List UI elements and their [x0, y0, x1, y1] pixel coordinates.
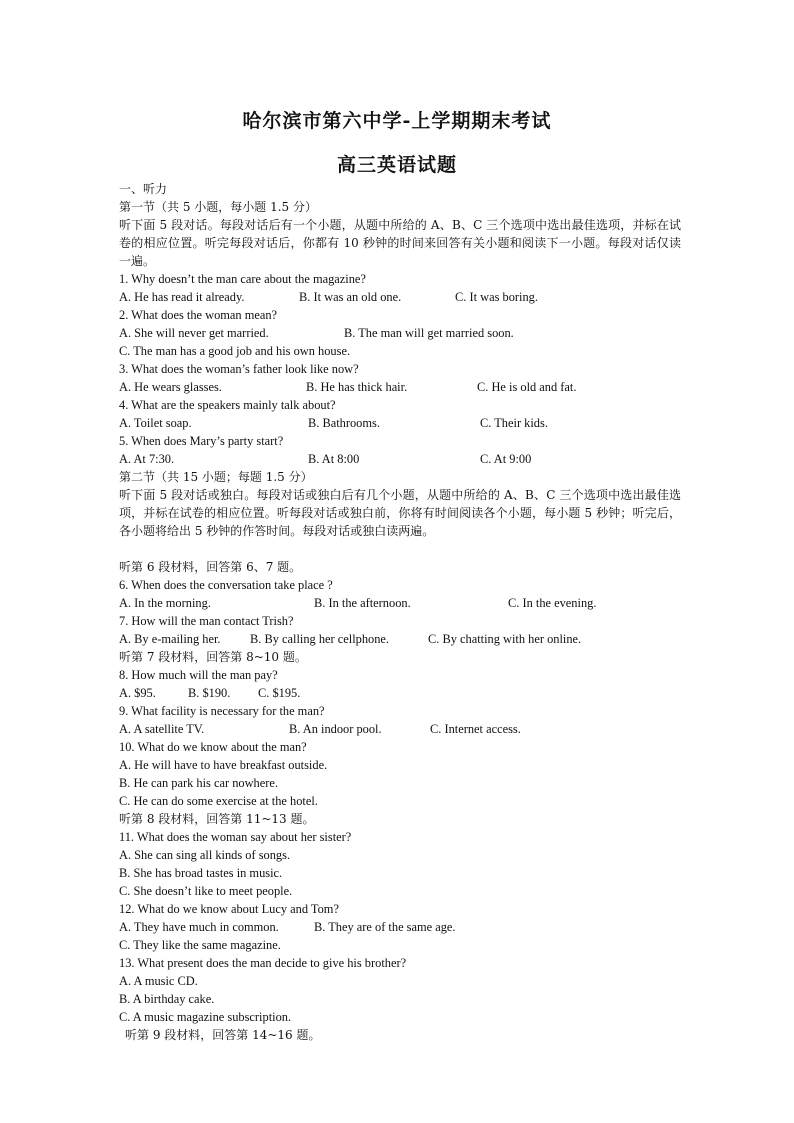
- option-b: B. She has broad tastes in music.: [119, 866, 283, 880]
- option-b: B. They are of the same age.: [314, 920, 456, 934]
- option-c: C. At 9:00: [480, 452, 532, 466]
- question-stem: 3. What does the woman’s father look like now?: [119, 362, 359, 376]
- question-options: [119, 324, 681, 342]
- question-stem: 4. What are the speakers mainly talk about?: [119, 398, 336, 412]
- option-b: B. It was an old one.: [299, 290, 402, 304]
- question-options: [119, 594, 681, 612]
- material-heading: 听第 8 段材料，回答第 11~13 题。: [119, 812, 315, 826]
- question-stem: 12. What do we know about Lucy and Tom?: [119, 902, 339, 916]
- option-b: B. An indoor pool.: [289, 722, 382, 736]
- option-c: C. In the evening.: [508, 596, 597, 610]
- question-stem: 10. What do we know about the man?: [119, 740, 307, 754]
- question-stem: 1. Why doesn’t the man care about the magazine?: [119, 272, 366, 286]
- option-a: A. He will have to have breakfast outside.: [119, 758, 328, 772]
- question-stem: 8. How much will the man pay?: [119, 668, 278, 682]
- option-a: A. A satellite TV.: [119, 722, 205, 736]
- option-a: A. They have much in common.: [119, 920, 279, 934]
- option-a: A. She will never get married.: [119, 326, 269, 340]
- option-a: A. By e-mailing her.: [119, 632, 221, 646]
- option-a: A. In the morning.: [119, 596, 211, 610]
- option-b: B. The man will get married soon.: [344, 326, 514, 340]
- question-options: [119, 450, 681, 468]
- question-options: [119, 378, 681, 396]
- option-b: B. $190.: [188, 686, 231, 700]
- option-a: A. Toilet soap.: [119, 416, 192, 430]
- option-b: B. He has thick hair.: [306, 380, 408, 394]
- section-heading: 第一节（共 5 小题，每小题 1.5 分）: [119, 200, 317, 214]
- option-b: B. A birthday cake.: [119, 992, 215, 1006]
- option-b: B. At 8:00: [308, 452, 360, 466]
- option-a: A. He has read it already.: [119, 290, 245, 304]
- option-c: C. They like the same magazine.: [119, 938, 281, 952]
- option-a: A. He wears glasses.: [119, 380, 222, 394]
- question-stem: 11. What does the woman say about her sister?: [119, 830, 352, 844]
- question-options: [119, 720, 681, 738]
- exam-content: [119, 180, 681, 1044]
- option-b: B. He can park his car nowhere.: [119, 776, 278, 790]
- page-title: 哈尔滨市第六中学-上学期期末考试: [242, 110, 552, 132]
- question-options: [119, 918, 681, 936]
- question-stem: 5. When does Mary’s party start?: [119, 434, 284, 448]
- question-stem: 13. What present does the man decide to give his brother?: [119, 956, 407, 970]
- section-instructions: 听下面 5 段对话。每段对话后有一个小题，从题中所给的 A、B、C 三个选项中选出最佳选项，并标在试卷的相应位置。听完每段对话后，你都有 10 秒钟的时间来回答有关小题和阅读下一小题。每段对话仅读一遍。: [119, 218, 681, 268]
- part-heading: 一、听力: [119, 182, 168, 196]
- question-options: [119, 630, 681, 648]
- option-c: C. A music magazine subscription.: [119, 1010, 292, 1024]
- question-options: [119, 414, 681, 432]
- option-c: C. He is old and fat.: [477, 380, 577, 394]
- question-stem: 6. When does the conversation take place ?: [119, 578, 333, 592]
- question-options: [119, 288, 681, 306]
- section-heading: 第二节（共 15 小题；每题 1.5 分）: [119, 470, 313, 484]
- option-c: C. Their kids.: [480, 416, 548, 430]
- option-c: C. It was boring.: [455, 290, 538, 304]
- material-heading: 听第 6 段材料，回答第 6、7 题。: [119, 560, 302, 574]
- question-options: [119, 684, 681, 702]
- option-a: A. At 7:30.: [119, 452, 175, 466]
- option-c: C. The man has a good job and his own house.: [119, 344, 351, 358]
- option-c: C. He can do some exercise at the hotel.: [119, 794, 318, 808]
- page-subtitle: 高三英语试题: [336, 154, 457, 176]
- question-stem: 2. What does the woman mean?: [119, 308, 278, 322]
- option-b: B. By calling her cellphone.: [250, 632, 390, 646]
- option-c: C. She doesn’t like to meet people.: [119, 884, 293, 898]
- material-heading: 听第 7 段材料，回答第 8~10 题。: [119, 650, 307, 664]
- option-b: B. In the afternoon.: [314, 596, 411, 610]
- question-stem: 9. What facility is necessary for the man?: [119, 704, 325, 718]
- option-b: B. Bathrooms.: [308, 416, 380, 430]
- material-heading: 听第 9 段材料，回答第 14~16 题。: [125, 1028, 321, 1042]
- option-a: A. $95.: [119, 686, 156, 700]
- section-instructions: 听下面 5 段对话或独白。每段对话或独白后有几个小题，从题中所给的 A、B、C 三个选项中选出最佳选项，并标在试卷的相应位置。听每段对话或独白前，你将有时间阅读各个小题，每小题 5 秒钟；听完后，各小题将给出 5 秒钟的作答时间。每段对话或独白读两遍。: [119, 488, 681, 538]
- option-c: C. $195.: [258, 686, 301, 700]
- option-c: C. By chatting with her online.: [428, 632, 582, 646]
- question-stem: 7. How will the man contact Trish?: [119, 614, 294, 628]
- option-a: A. She can sing all kinds of songs.: [119, 848, 291, 862]
- option-a: A. A music CD.: [119, 974, 198, 988]
- option-c: C. Internet access.: [430, 722, 521, 736]
